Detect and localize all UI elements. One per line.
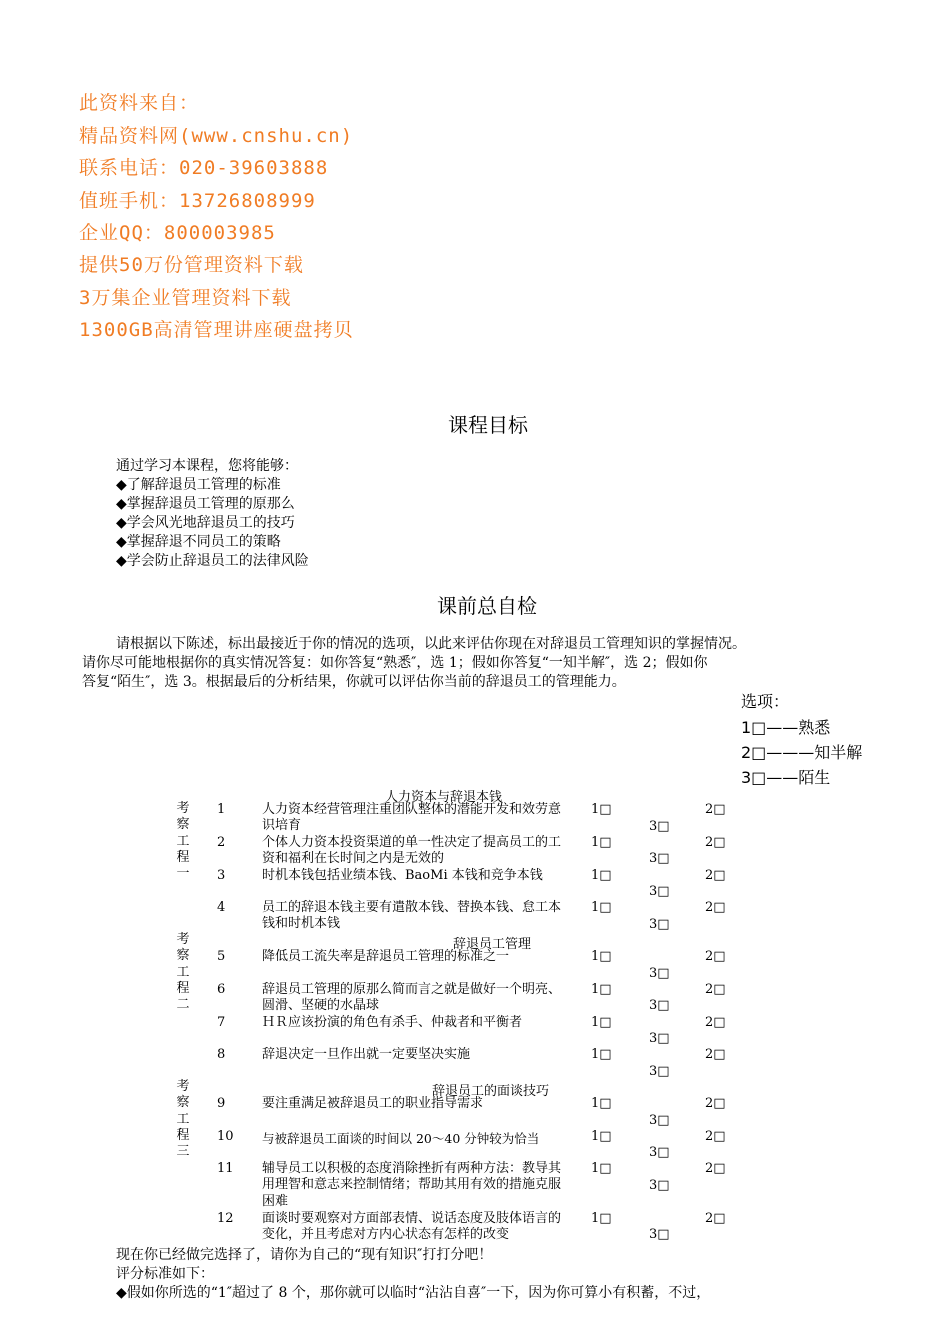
section-heading: 辞退员工管理 — [453, 937, 532, 952]
promo-line: 此资料来自： — [79, 92, 200, 114]
option-2-checkbox[interactable]: 2□ — [705, 1047, 726, 1062]
option-1-checkbox[interactable]: 1□ — [591, 949, 612, 964]
row-statement: 与被辞退员工面谈的时间以 20～40 分钟较为恰当 — [262, 1131, 540, 1146]
option-1-checkbox[interactable]: 1□ — [591, 802, 612, 817]
option-2-checkbox[interactable]: 2□ — [705, 1096, 726, 1111]
option-2-checkbox[interactable]: 2□ — [705, 835, 726, 850]
promo-line: 3万集企业管理资料下载 — [79, 287, 292, 309]
self-check-title: 课前总自检 — [437, 594, 537, 618]
row-number: 10 — [217, 1129, 234, 1144]
scoring-title: 评分标准如下： — [116, 1266, 214, 1282]
promo-line: 联系电话：020-39603888 — [79, 157, 329, 179]
option-3-checkbox[interactable]: 3□ — [649, 1064, 670, 1079]
option-2-checkbox[interactable]: 2□ — [705, 868, 726, 883]
row-statement: 面谈时要观察对方面部表情、说话态度及肢体语言的变化，并且考虑对方内心状态有怎样的改变 — [262, 1211, 562, 1243]
option-3-checkbox[interactable]: 3□ — [649, 917, 670, 932]
option-1-checkbox[interactable]: 1□ — [591, 982, 612, 997]
row-statement: 降低员工流失率是辞退员工管理的标准之一 — [262, 949, 510, 964]
option-2-checkbox[interactable]: 2□ — [705, 1211, 726, 1226]
promo-line: 值班手机：13726808999 — [79, 190, 316, 212]
option-3-checkbox[interactable]: 3□ — [649, 884, 670, 899]
row-number: 3 — [217, 868, 226, 883]
row-number: 7 — [217, 1015, 226, 1030]
option-3-checkbox[interactable]: 3□ — [649, 998, 670, 1013]
option-3-checkbox[interactable]: 3□ — [649, 851, 670, 866]
row-number: 4 — [217, 900, 226, 915]
option-1-checkbox[interactable]: 1□ — [591, 900, 612, 915]
closing-prompt: 现在你已经做完选择了，请你为自己的“现有知识″打打分吧！ — [116, 1247, 493, 1263]
course-goal-item: ◆学会风光地辞退员工的技巧 — [116, 515, 295, 531]
options-title: 选项： — [741, 692, 790, 711]
course-goal-item: ◆了解辞退员工管理的标准 — [116, 477, 281, 493]
section-label: 考察工程二 — [176, 932, 190, 1013]
row-number: 11 — [217, 1161, 234, 1176]
option-1-checkbox[interactable]: 1□ — [591, 1047, 612, 1062]
course-goal-item: ◆掌握辞退员工管理的原那么 — [116, 496, 295, 512]
promo-line: 精品资料网(www.cnshu.cn) — [79, 125, 354, 147]
option-1-checkbox[interactable]: 1□ — [591, 1211, 612, 1226]
option-2-checkbox[interactable]: 2□ — [705, 949, 726, 964]
promo-line: 1300GB高清管理讲座硬盘拷贝 — [79, 319, 354, 341]
row-number: 9 — [217, 1096, 226, 1111]
option-3-checkbox[interactable]: 3□ — [649, 1178, 670, 1193]
option-1-checkbox[interactable]: 1□ — [591, 1096, 612, 1111]
option-3-checkbox[interactable]: 3□ — [649, 1113, 670, 1128]
option-1-checkbox[interactable]: 1□ — [591, 1161, 612, 1176]
row-number: 1 — [217, 802, 226, 817]
option-2-checkbox[interactable]: 2□ — [705, 1015, 726, 1030]
option-3-checkbox[interactable]: 3□ — [649, 966, 670, 981]
option-legend: 2□———知半解 — [741, 743, 863, 762]
option-3-checkbox[interactable]: 3□ — [649, 1031, 670, 1046]
row-statement: 辞退决定一旦作出就一定要坚决实施 — [262, 1047, 471, 1062]
option-1-checkbox[interactable]: 1□ — [591, 835, 612, 850]
option-3-checkbox[interactable]: 3□ — [649, 1227, 670, 1242]
row-statement: 要注重满足被辞退员工的职业指导需求 — [262, 1096, 484, 1111]
course-goals-intro: 通过学习本课程，您将能够： — [116, 458, 298, 474]
section-label: 考察工程三 — [176, 1079, 190, 1160]
section-heading: 人力资本与辞退本钱 — [385, 790, 503, 805]
row-number: 6 — [217, 982, 226, 997]
option-2-checkbox[interactable]: 2□ — [705, 982, 726, 997]
self-check-instructions: 请你尽可能地根据你的真实情况答复：如你答复“熟悉″，选 1；假如你答复“一知半解″，选 2；假如你 — [82, 655, 708, 671]
promo-line: 企业QQ：800003985 — [79, 222, 276, 244]
row-statement: 辅导员工以积极的态度消除挫折有两种方法：教导其用理智和意志来控制情绪；帮助其用有效的措施克服困难 — [262, 1161, 562, 1209]
section-label: 考察工程一 — [176, 801, 190, 882]
option-2-checkbox[interactable]: 2□ — [705, 1161, 726, 1176]
course-goals-title: 课程目标 — [448, 413, 528, 437]
self-check-instructions: 请根据以下陈述，标出最接近于你的情况的选项，以此来评估你现在对辞退员工管理知识的掌握情况。 — [116, 636, 746, 652]
row-statement: 员工的辞退本钱主要有遣散本钱、替换本钱、怠工本钱和时机本钱 — [262, 900, 562, 932]
option-legend: 3□——陌生 — [741, 768, 831, 787]
course-goal-item: ◆学会防止辞退员工的法律风险 — [116, 553, 309, 569]
row-statement: 个体人力资本投资渠道的单一性决定了提高员工的工资和福利在长时间之内是无效的 — [262, 835, 562, 867]
option-2-checkbox[interactable]: 2□ — [705, 1129, 726, 1144]
option-3-checkbox[interactable]: 3□ — [649, 1145, 670, 1160]
option-legend: 1□——熟悉 — [741, 718, 831, 737]
row-statement: 辞退员工管理的原那么简而言之就是做好一个明亮、圆滑、坚硬的水晶球 — [262, 982, 562, 1014]
section-heading: 辞退员工的面谈技巧 — [432, 1084, 550, 1099]
row-statement: 时机本钱包括业绩本钱、BaoMi 本钱和竞争本钱 — [262, 868, 543, 883]
row-statement: ＨＲ应该扮演的角色有杀手、仲裁者和平衡者 — [262, 1015, 523, 1030]
promo-line: 提供50万份管理资料下载 — [79, 254, 304, 276]
self-check-instructions: 答复“陌生″，选 3。根据最后的分析结果，你就可以评估你当前的辞退员工的管理能力。 — [82, 674, 626, 690]
course-goal-item: ◆掌握辞退不同员工的策略 — [116, 534, 281, 550]
row-number: 8 — [217, 1047, 226, 1062]
row-number: 12 — [217, 1211, 234, 1226]
option-2-checkbox[interactable]: 2□ — [705, 802, 726, 817]
row-statement: 人力资本经营管理注重团队整体的潜能开发和效劳意识培育 — [262, 802, 562, 834]
option-1-checkbox[interactable]: 1□ — [591, 1129, 612, 1144]
option-1-checkbox[interactable]: 1□ — [591, 1015, 612, 1030]
scoring-rule: ◆假如你所选的“1″超过了 8 个，那你就可以临时“沾沾自喜″一下，因为你可算小有积蓄，不过， — [116, 1285, 711, 1301]
option-3-checkbox[interactable]: 3□ — [649, 819, 670, 834]
option-1-checkbox[interactable]: 1□ — [591, 868, 612, 883]
row-number: 5 — [217, 949, 226, 964]
row-number: 2 — [217, 835, 226, 850]
option-2-checkbox[interactable]: 2□ — [705, 900, 726, 915]
